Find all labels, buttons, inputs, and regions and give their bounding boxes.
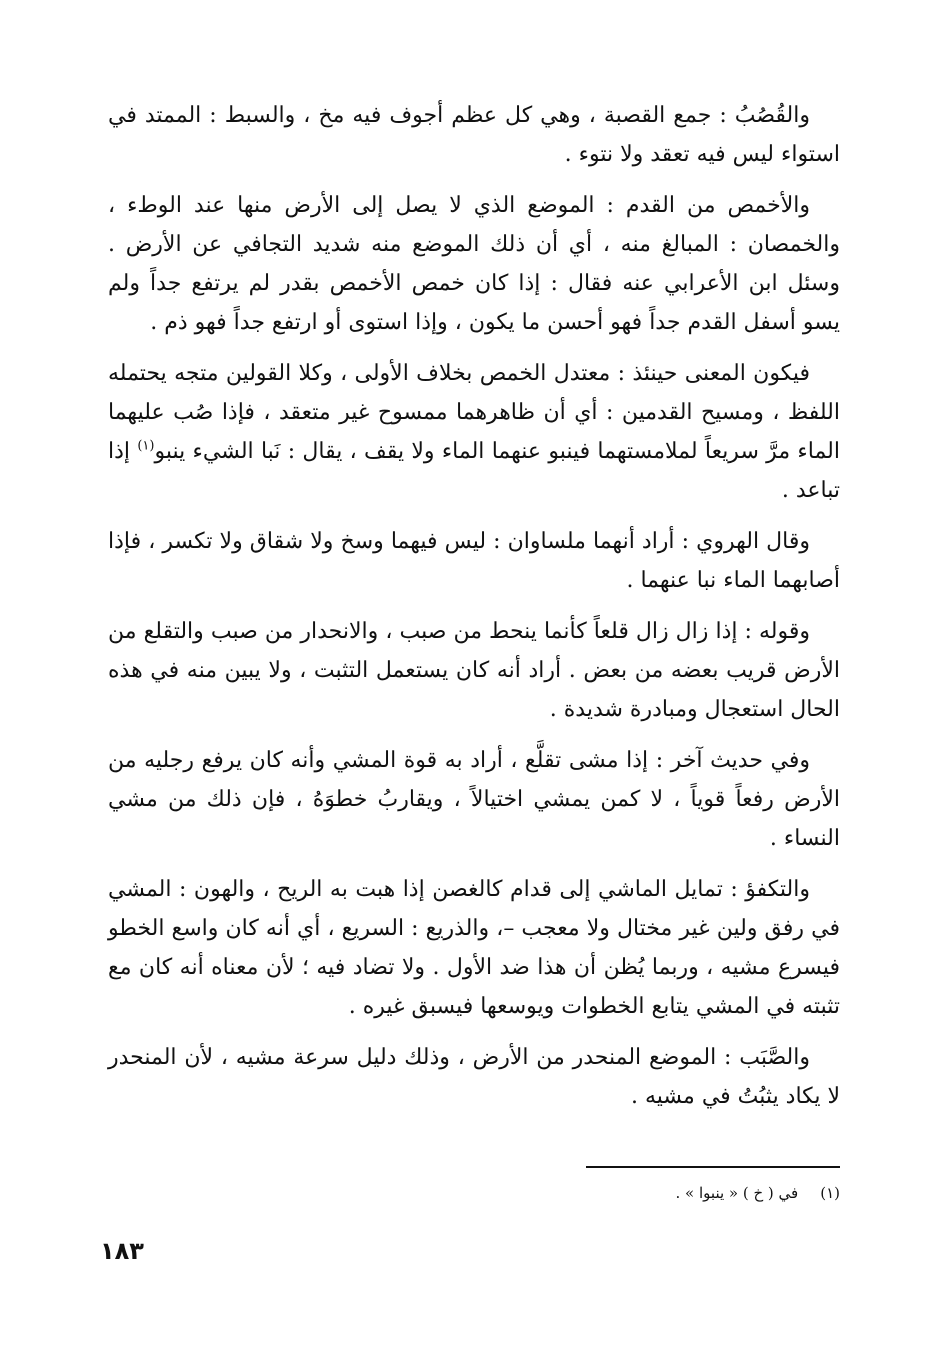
paragraph-takaffu: والتكفؤ : تمايل الماشي إلى قدام كالغصن إذا هبت به الريح ، والهون : المشي في رفق ولين غير مختال ولا معجب –، والذريع : السريع ، أي أنه كان واسع الخطو فيسرع مشيه ، وربما يُظن أن هذا ضد الأول . ولا تضاد فيه ؛ لأن معناه أنه كان مع تثبته في المشي يتابع الخطوات ويوسعها فيسبق غيره . [108, 877, 840, 1019]
word-tabaad: إذا تباعد . [108, 439, 840, 503]
paragraph-hadith: وفي حديث آخر : إذا مشى تقلَّع ، أراد به قوة المشي وأنه كان يرفع رجليه من الأرض رفعاً قوياً ، لا كمن يمشي اختيالاً ، ويقاربُ خطوَهُ ، فإن ذلك من مشي النساء . [108, 748, 840, 851]
paragraph-zala: وقوله : إذا زال زال قلعاً كأنما ينحط من صبب ، والانحدار من صبب والتقلع من الأرض قريب بعضه من بعض . أراد أنه كان يستعمل التثبت ، ولا يبين منه في هذه الحال استعجال ومبادرة شديدة . [108, 619, 840, 722]
footnote-text: في ( خ ) « ينبوا » . [675, 1184, 799, 1202]
footnote [500, 1182, 840, 1204]
paragraph-maana-text: فيكون المعنى حينئذ : معتدل الخمص بخلاف الأولى ، وكلا القولين متجه يحتمله اللفظ ، ومسيح القدمين : أي أن ظاهرهما ممسوح غير متعقد ، فإذا صُب عليهما الماء مرَّ سريعاً لملامستهما فينبو عنهما الماء ولا يقف ، يقال : نَبا الشيء [108, 361, 840, 464]
main-text [108, 96, 840, 1128]
page-number: ١٨٣ [100, 1237, 144, 1265]
paragraph-harawi: وقال الهروي : أراد أنهما ملساوان : ليس فيهما وسخ ولا شقاق ولا تكسر ، فإذا أصابهما الماء نبا عنهما . [108, 529, 840, 593]
paragraph-maana [108, 354, 840, 510]
footnote-reference[interactable]: (١) [137, 438, 155, 454]
paragraph-akhmas: والأخمص من القدم : الموضع الذي لا يصل إلى الأرض منها عند الوطء ، والخمصان : المبالغ منه ، أي أن ذلك الموضع منه شديد التجافي عن الأرض . وسئل ابن الأعرابي عنه فقال : إذا كان خمص الأخمص بقدر لم يرتفع جداً ولم يسو أسفل القدم جداً فهو أحسن ما يكون ، وإذا استوى أو ارتفع جداً فهو ذم . [108, 193, 840, 335]
paragraph-sabab: والصَّبَب : الموضع المنحدر من الأرض ، وذلك دليل سرعة مشيه ، لأن المنحدر لا يكاد يثبُتُ في مشيه . [108, 1045, 840, 1109]
word-yanbu: ينبو [154, 439, 186, 464]
paragraph-qusub: والقُصُبُ : جمع القصبة ، وهي كل عظم أجوف فيه مخ ، والسبط : الممتد في استواء ليس فيه تعقد ولا نتوء . [108, 103, 840, 167]
footnote-number: (١) [820, 1184, 840, 1202]
footnote-divider [586, 1166, 840, 1168]
